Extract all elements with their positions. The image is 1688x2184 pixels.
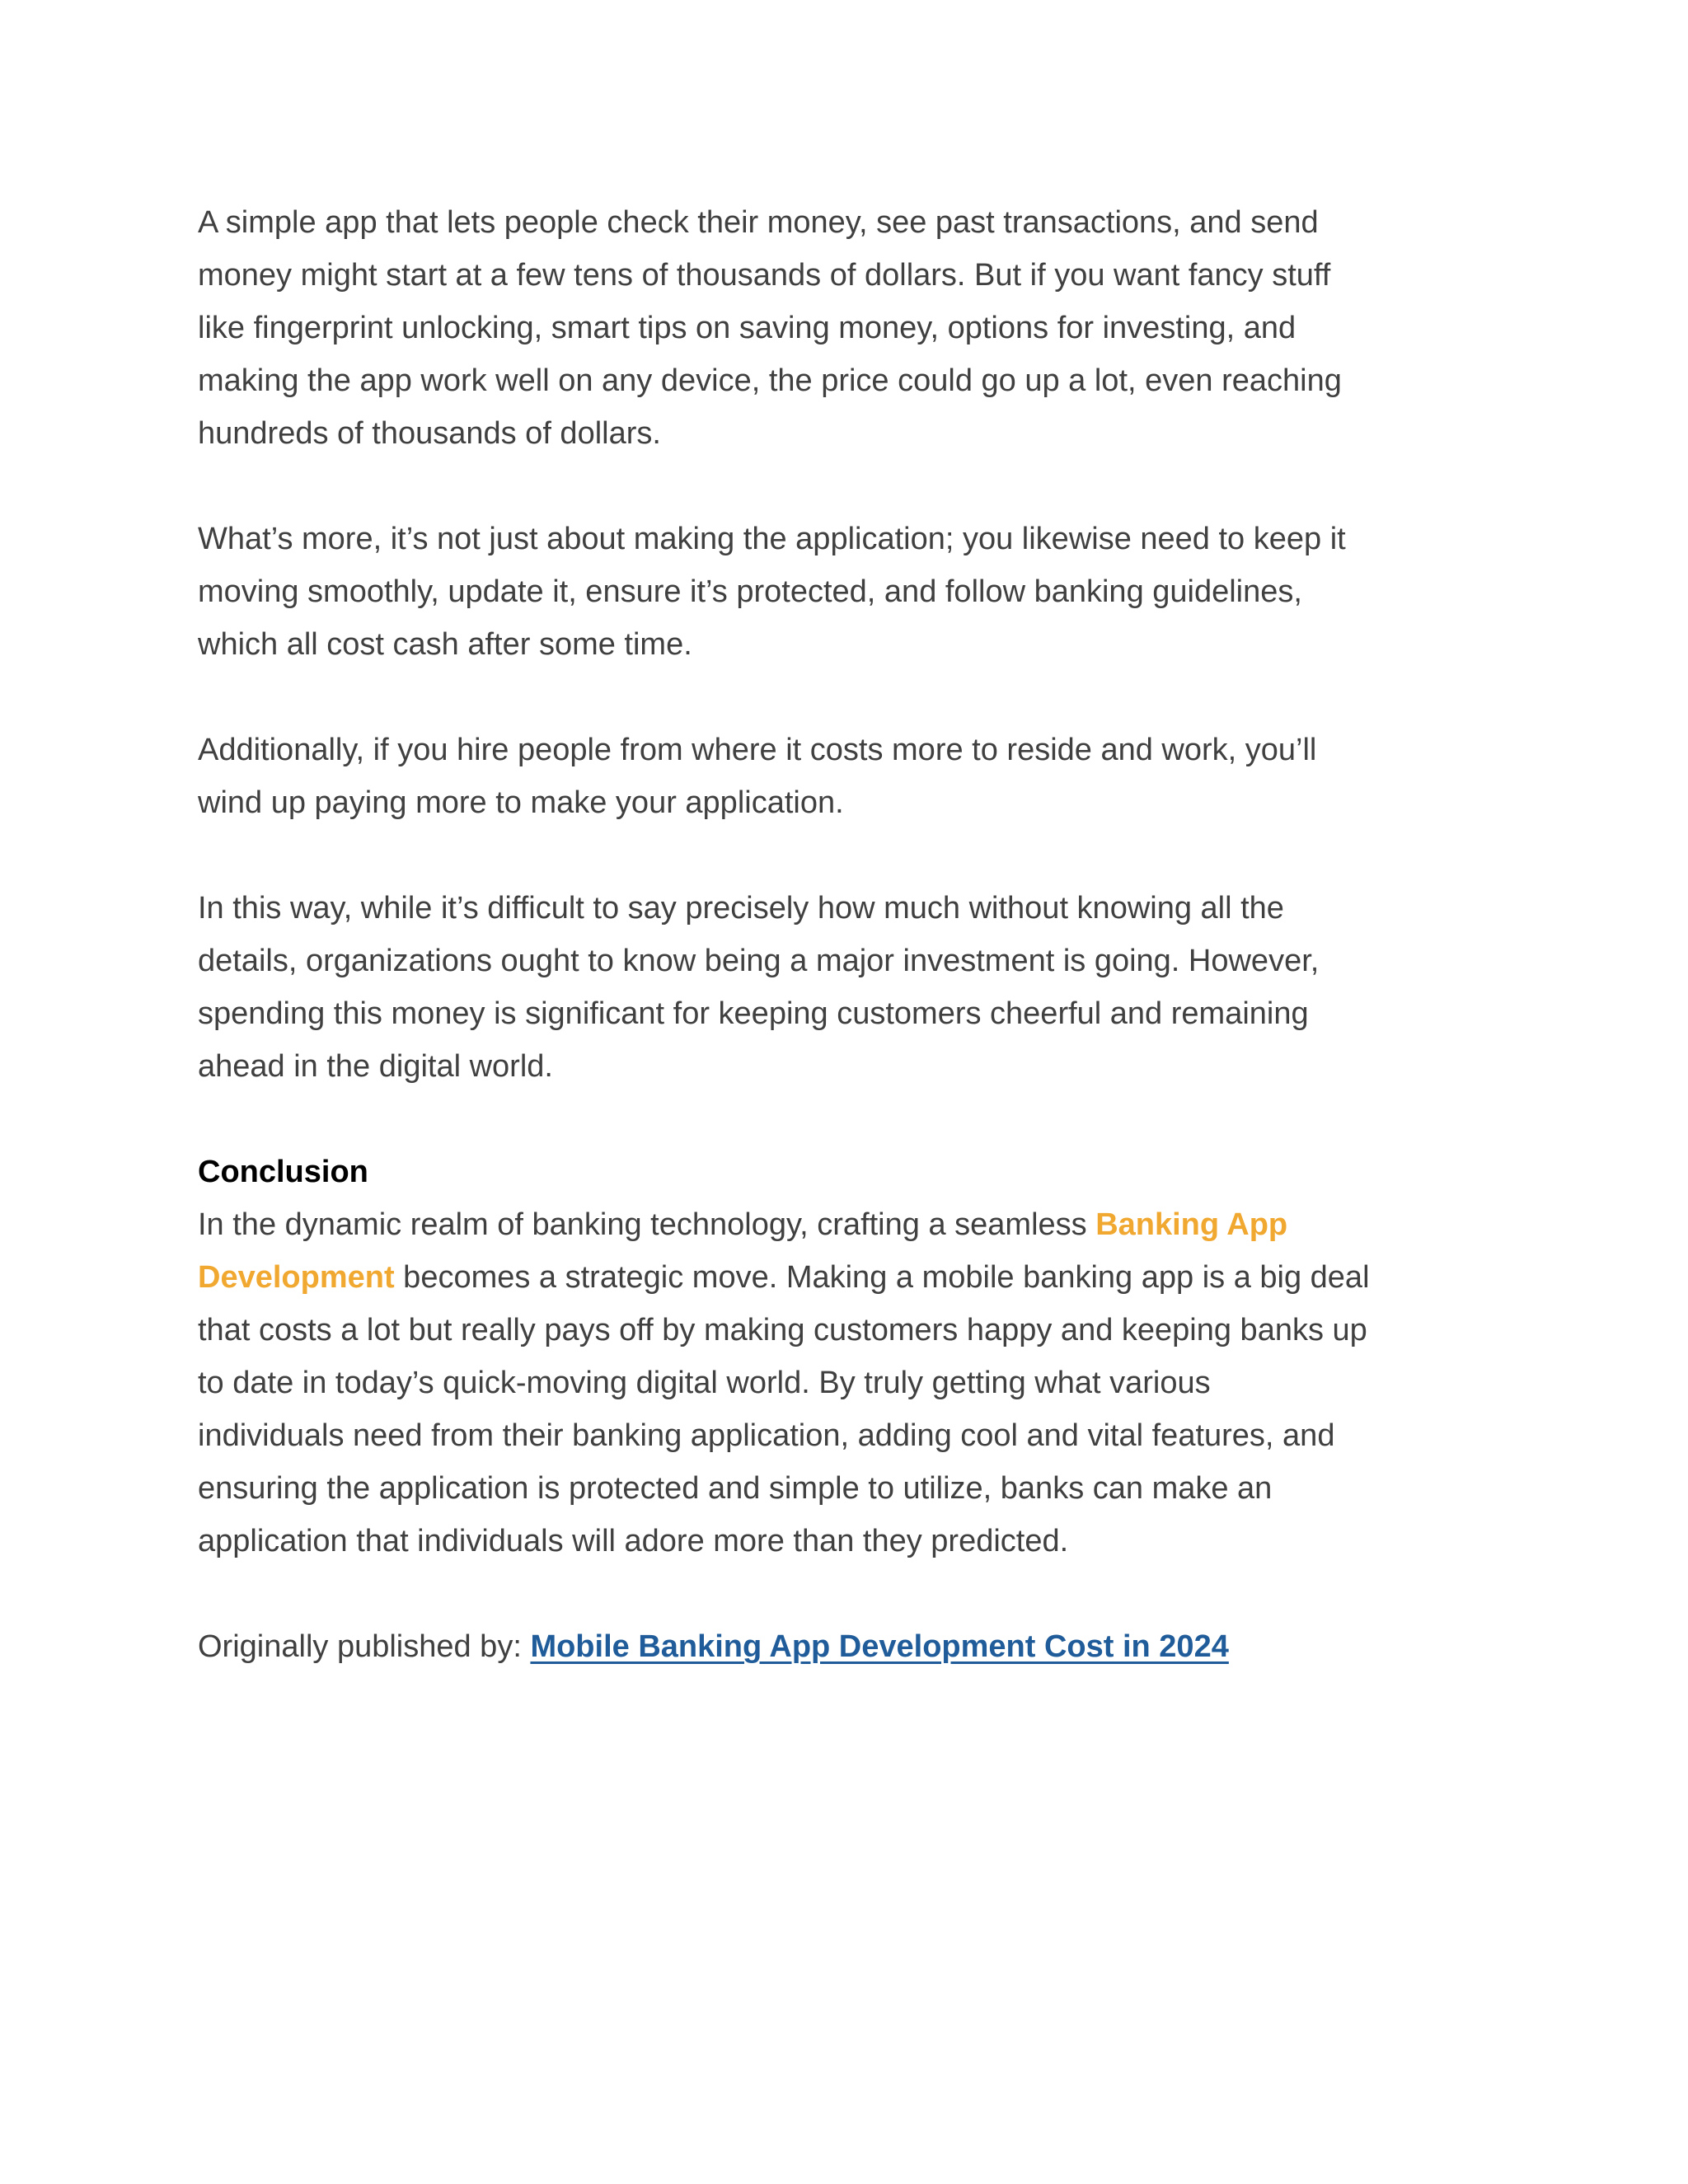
paragraph-app-cost: A simple app that lets people check their money, see past transactions, and send money might start at a few tens of thousands of dollars. But if you want fancy stuff like fingerprint unlocking, smart tips on saving money, options for investing, and making the app work well on any device, the price could go up a lot, even reaching hundreds of thousands of dollars. — [198, 205, 1342, 451]
source-article-link[interactable]: Mobile Banking App Development Cost in 2024 — [530, 1629, 1229, 1664]
conclusion-text-start: In the dynamic realm of banking technology, crafting a seamless — [198, 1207, 1096, 1242]
published-by-line — [198, 1620, 1517, 1673]
paragraph-maintenance: What’s more, it’s not just about making the application; you likewise need to keep it moving smoothly, update it, ensure it’s protected, and follow banking guidelines, which all cost cash after some time. — [198, 522, 1346, 662]
document-body — [198, 196, 1517, 1726]
conclusion-text-end: becomes a strategic move. Making a mobile banking app is a big deal that costs a lot but really pays off by making customers happy and keeping banks up to date in today’s quick-moving digital world. By truly getting what various individuals need from their banking application, adding cool and vital features, and ensuring the application is protected and simple to utilize, banks can make an application that individuals will adore more than they predicted. — [198, 1260, 1370, 1558]
paragraph-investment: In this way, while it’s difficult to say precisely how much without knowing all the details, organizations ought to know being a major investment is going. However, spending this money is significant for keeping customers cheerful and remaining ahead in the digital world. — [198, 891, 1320, 1084]
banking-app-development-highlight: Banking App Development — [198, 1207, 1288, 1295]
conclusion-paragraph — [198, 1198, 1517, 1568]
conclusion-heading: Conclusion — [198, 1155, 368, 1189]
paragraph-hiring: Additionally, if you hire people from where it costs more to reside and work, you’ll wind up paying more to make your application. — [198, 733, 1317, 820]
published-by-label: Originally published by: — [198, 1629, 531, 1664]
